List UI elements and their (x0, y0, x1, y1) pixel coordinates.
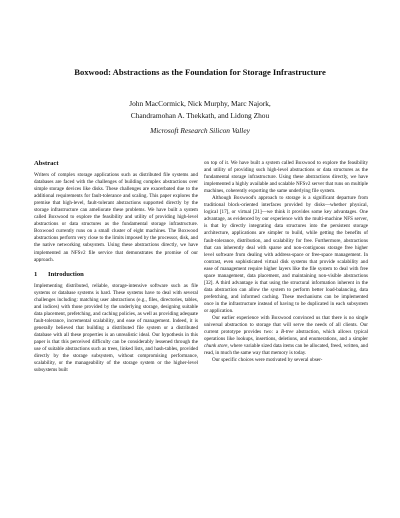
introduction-heading (34, 271, 198, 279)
introduction-text: Implementing distributed, reliable, storage-intensive software such as file systems or database systems is hard. These systems have to deal with several challenges including: matching user abstractions (e.g., files, directories, tables, and indices) with those provided by the underlying storage, designing suitable data placement, prefetching, and caching policies, as well as providing adequate fault-tolerance, incremental scalability, and ease of management. Indeed, it is generally believed that building a distributed file system or a distributed database with all these properties is an unrealistic ideal. Our hypothesis in this paper is that this perceived difficulty can be considerably lessened through the use of suitable abstractions such as trees, linked lists, and hash-tables, provided directly by the storage subsystem, without compromising performance, scalability, or the manageability of the storage system or the higher-level subsystems built (34, 282, 198, 374)
paper-title: Boxwood: Abstractions as the Foundation for Storage Infrastructure (74, 67, 326, 77)
abstract-text: Writers of complex storage applications such as distributed file systems and databases are faced with the challenges of building complex abstractions over simple storage devices like disks. These challenges are exacerbated due to the additional requirements for fault-tolerance and scaling. This paper explores the premise that high-level, fault-tolerant abstractions supported directly by the storage infrastructure can ameliorate these problems. We have built a system called Boxwood to explore the feasibility and utility of providing high-level abstractions or data structures as the fundamental storage infrastructure. Boxwood currently runs on a small cluster of eight machines. The Boxwood abstractions perform very close to the limits imposed by the processor, disk, and the native networking subsystem. Using these abstractions directly, we have implemented an NFSv2 file service that demonstrates the promise of our approach. (34, 172, 198, 263)
affiliation: Microsoft Research Silicon Valley (150, 126, 250, 135)
body-paragraph-1: on top of it. We have built a system called Boxwood to explore the feasibility and utility of providing such high-level abstractions or data structures as the fundamental storage infrastructure. Using these abstractions directly, we have implemented a highly available and scalable NFSv2 server that runs on multiple machines, coherently exporting the same underlying file system. (204, 160, 368, 195)
authors-line-2: Chandramohan A. Thekkath, and Lidong Zhou (130, 110, 270, 120)
paragraph-3-part-b: abstraction, which allows typical operations like lookups, insertions, deletions, and enumerations, and a simpler (204, 329, 369, 343)
authors-line-1: John MacCormick, Nick Murphy, Marc Najork, (129, 99, 271, 108)
chunk-store-term: chunk store (204, 343, 228, 350)
body-paragraph-4: Our specific choices were motivated by several obser- (212, 357, 323, 364)
paragraph-3-part-a: Our earlier experience with Boxwood convinced us that there is no single universal abstraction to storage that will serve the needs of all clients. Our current prototype provides two: a (204, 315, 368, 336)
right-column (204, 160, 368, 364)
left-column (34, 160, 198, 374)
section-number: 1 (34, 270, 38, 278)
abstract-heading: Abstract (34, 160, 59, 167)
body-paragraph-3 (204, 315, 368, 357)
section-title: Introduction (48, 270, 84, 278)
author-list (20, 98, 380, 121)
body-paragraph-2: Although Boxwood's approach to storage is a significant departure from traditional block-oriented interfaces provided by disks—whether physical, logical [17], or virtual [21]—we think it provides some key advantages. One advantage, as evidenced by our experience with the multi-machine NFS server, is that by directly integrating data structures into the persistent storage architecture, applications are simpler to build, while getting the benefits of fault-tolerance, distribution, and scalability for free. Furthermore, abstractions that can inherently deal with sparse and non-contiguous storage free higher level software from dealing with address-space or free-space management. In contrast, even sophisticated virtual disk systems that provide scalability and ease of management require higher layers like the file system to deal with free space management, data placement, and maintaining non-visible abstractions [32]. A third advantage is that using the structural information inherent in the data abstraction can allow the system to perform better load-balancing, data prefetching, and informed caching. These mechanisms can be implemented once in the infrastructure instead of having to be duplicated in each subsystem or application. (204, 195, 368, 314)
paragraph-3-part-c: , where variable sized data items can be allocated, freed, written, and read, in much the same way that memory is today. (204, 343, 369, 357)
btree-term: B-tree (280, 329, 294, 336)
